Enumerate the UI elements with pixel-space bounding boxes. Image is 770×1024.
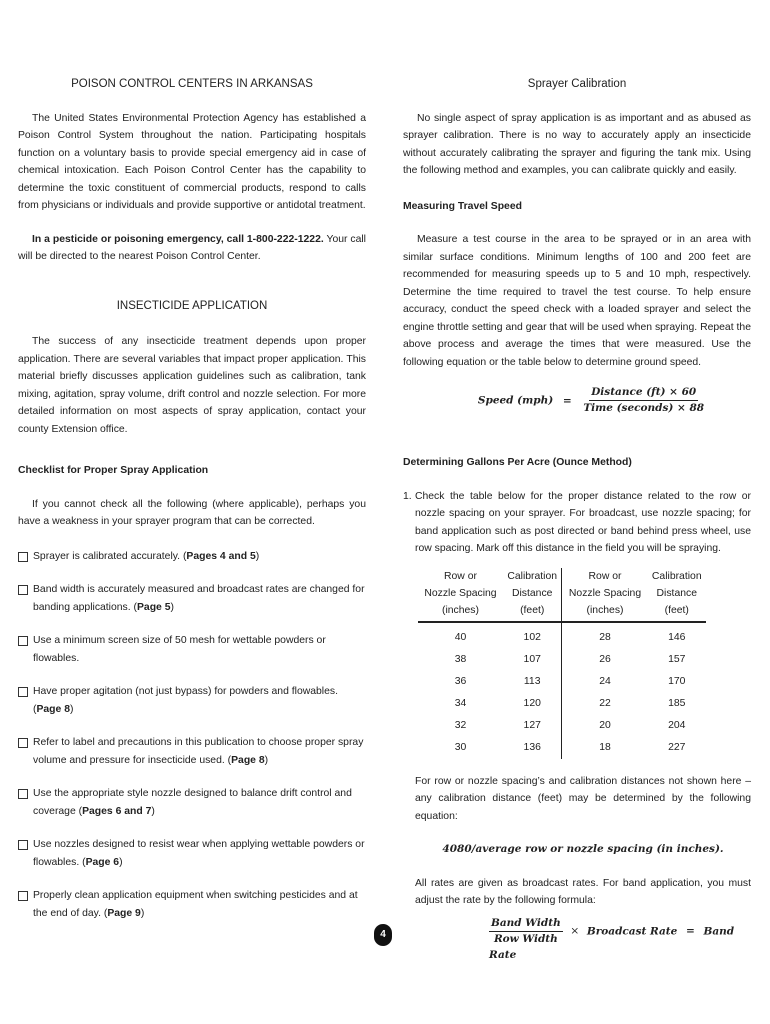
table-cell: 185 (668, 697, 686, 709)
table-cell: 107 (503, 649, 562, 671)
checklist-item-text: Refer to label and precautions in this publication to choose proper spray volume and pressure for insecticide used. ( (33, 737, 364, 766)
checklist-item-text: Properly clean application equipment when switching pesticides and at the end of day. ( (33, 890, 358, 919)
checklist-page-ref: Pages 6 and 7 (82, 805, 152, 817)
checklist-page-ref: Page 8 (231, 754, 265, 766)
travel-speed-paragraph: Measure a test course in the area to be sprayed or in an area with similar surface conditions. Minimum lengths of 100 and 200 feet are recommended for measuring speeds up to 5 and 10 mph, respectively. Determine the time required to travel the test course. To help ensure accuracy, conduct the speed check with a loaded sprayer and select the engine throttle setting and gear that will be used when spraying. Repeat the above process and average the times that were measured. Use the following equation or the table below to determine ground speed. (403, 234, 751, 368)
table-cell: 102 (503, 622, 562, 649)
band-rate-formula (403, 916, 751, 965)
sprayer-calibration-paragraph: No single aspect of spray application is as important and as abused as sprayer calibration. There is no way to accurately apply an insecticide without accurately calibrating the sprayer and figuring the tank mix. Using the following method and examples, you can calibrate quickly and easily. (403, 112, 751, 176)
checklist-item-end: ) (151, 805, 155, 817)
table-cell: 30 (454, 741, 467, 753)
table-cell: 157 (668, 653, 686, 665)
checkbox[interactable] (18, 585, 28, 595)
table-cell: 20 (599, 719, 611, 731)
after-table-paragraph: For row or nozzle spacing’s and calibration distances not shown here – any calibration distance (feet) may be determined by the following equation: (415, 775, 751, 822)
checklist-item-text: Use the appropriate style nozzle designed to balance drift control and coverage ( (33, 788, 352, 817)
checklist-heading: Checklist for Proper Spray Application (18, 465, 209, 476)
header-row-spacing-1 (418, 568, 503, 622)
checklist-item (18, 581, 366, 616)
table-cell: 127 (503, 715, 562, 737)
header-cal-distance-2 (648, 568, 706, 622)
checklist-item (18, 734, 366, 769)
header-line: Row or (588, 570, 622, 582)
checklist-item-end: ) (255, 550, 260, 562)
table-cell: 227 (668, 741, 686, 753)
checklist-item-end: ) (69, 703, 74, 715)
page-number-badge: 4 (374, 924, 392, 946)
checklist-item (18, 548, 366, 566)
table-cell: 26 (599, 653, 611, 665)
insecticide-heading: INSECTICIDE APPLICATION (116, 299, 268, 312)
header-line: Nozzle Spacing (424, 587, 497, 599)
speed-formula-denominator: Time (seconds) × 88 (583, 402, 705, 414)
table-cell: 204 (668, 719, 686, 731)
table-cell: 146 (668, 631, 686, 643)
checklist (18, 548, 366, 923)
checkbox[interactable] (18, 636, 28, 646)
checklist-item-text: Have proper agitation (not just bypass) for powders and flowables. ( (33, 686, 338, 715)
checklist-item-end: ) (140, 907, 145, 919)
speed-formula (403, 385, 751, 416)
band-rate-fraction (489, 916, 563, 947)
header-line: (feet) (664, 604, 689, 616)
step-1-text: Check the table below for the proper distance related to the row or nozzle spacing on your sprayer. For broadcast, use nozzle spacing; for band application such as post directed or band behind press wheel, use row spacing. Mark off this distance in the field you will be spraying. (415, 490, 751, 554)
table-cell: 18 (599, 741, 611, 753)
checklist-intro: If you cannot check all the following (where applicable), perhaps you have a weakness in your sprayer program that can be corrected. (18, 498, 366, 527)
table-cell: 28 (599, 631, 611, 643)
checklist-item-text: Use a minimum screen size of 50 mesh for wettable powders or flowables. (33, 635, 326, 664)
header-line: (feet) (520, 604, 545, 616)
band-formula-equals: = (686, 925, 695, 937)
table-cell: 36 (454, 675, 467, 687)
row-width-label: Row Width (493, 932, 558, 945)
speed-formula-equals: = (562, 394, 572, 407)
table-cell: 38 (454, 653, 467, 665)
table-cell: 136 (503, 737, 562, 759)
travel-speed-heading: Measuring Travel Speed (403, 200, 522, 212)
sprayer-calibration-heading: Sprayer Calibration (527, 78, 627, 90)
checklist-item (18, 785, 366, 820)
header-line: (inches) (441, 604, 479, 616)
speed-formula-numerator: Distance (ft) × 60 (589, 385, 698, 401)
checklist-item-text: Use nozzles designed to resist wear when applying wettable powders or flowables. ( (33, 839, 365, 868)
checklist-item (18, 887, 366, 922)
gallons-per-acre-heading: Determining Gallons Per Acre (Ounce Method) (403, 457, 632, 468)
checkbox[interactable] (18, 738, 28, 748)
header-cal-distance-1 (503, 568, 562, 622)
times-sign: × (570, 925, 580, 937)
broadcast-rate-label: Broadcast Rate (586, 925, 678, 937)
checklist-item-end: ) (264, 754, 269, 766)
header-line: Calibration (507, 570, 558, 582)
header-line: Row or (444, 570, 477, 582)
table-cell: 113 (503, 671, 562, 693)
table-cell: 170 (668, 675, 686, 687)
calibration-table (418, 568, 706, 759)
table-cell: 120 (503, 693, 562, 715)
emergency-rest-text: Your call will be directed to the nearest Poison Control Center. (18, 233, 366, 262)
checklist-page-ref: Page 9 (107, 907, 141, 919)
table-row (418, 693, 706, 715)
table-row (418, 737, 706, 759)
table-row (418, 649, 706, 671)
distance-equation: 4080/average row or nozzle spacing (in inches). (442, 843, 724, 855)
step-1-number: 1. (403, 490, 412, 502)
header-line: (inches) (586, 604, 624, 616)
table-cell: 24 (599, 675, 611, 687)
checkbox[interactable] (18, 891, 28, 901)
checklist-page-ref: Pages 4 and 5 (186, 550, 256, 562)
insecticide-paragraph: The success of any insecticide treatment depends upon proper application. There are several variables that impact proper application. This material briefly discusses application guidelines such as calibration, tank mixing, agitation, spray volume, drift control and nozzle selection. For more detailed information on most aspects of spray application, contact your county Extension office. (18, 336, 366, 435)
header-line: Distance (512, 587, 553, 599)
checkbox[interactable] (18, 840, 28, 850)
table-row (418, 671, 706, 693)
band-width-label: Band Width (489, 916, 563, 932)
checklist-item (18, 836, 366, 871)
poison-control-paragraph: The United States Environmental Protection Agency has established a Poison Control System throughout the nation. Participating hospitals function on a voluntary basis to provide special emergency aid in case of chemical intoxication. Each Poison Control Center has the capability to determine the toxic constituent of commercial products, respond to calls from physicians or individuals and provide supportive or antidotal treatment. (18, 112, 366, 211)
checkbox[interactable] (18, 552, 28, 562)
checkbox[interactable] (18, 789, 28, 799)
checklist-page-ref: Page 5 (136, 601, 171, 613)
table-cell: 22 (599, 697, 611, 709)
checklist-item-end: ) (119, 856, 123, 868)
speed-formula-lhs: Speed (mph) (477, 394, 554, 407)
left-column (18, 70, 366, 922)
header-line: Nozzle Spacing (568, 587, 642, 599)
band-rate-label: Band Rate (489, 925, 735, 961)
checklist-item-text: Sprayer is calibrated accurately. ( (33, 550, 187, 562)
table-row (418, 715, 706, 737)
checklist-item (18, 683, 366, 718)
table-cell: 40 (454, 631, 467, 643)
header-line: Distance (656, 587, 697, 599)
right-column (403, 70, 751, 964)
checklist-item-text: Band width is accurately measured and broadcast rates are changed for banding applications. ( (33, 584, 365, 613)
table-cell: 34 (454, 697, 467, 709)
checkbox[interactable] (18, 687, 28, 697)
calibration-table-header-row (418, 568, 706, 622)
poison-control-heading: POISON CONTROL CENTERS IN ARKANSAS (71, 78, 313, 90)
checklist-item (18, 632, 366, 667)
checklist-page-ref: Page 6 (85, 856, 120, 868)
header-line: Calibration (651, 570, 702, 582)
emergency-phone-text: In a pesticide or poisoning emergency, call 1-800-222-1222. (32, 233, 324, 245)
checklist-page-ref: Page 8 (36, 703, 70, 715)
emergency-paragraph (18, 231, 366, 266)
step-1 (403, 488, 751, 558)
header-row-spacing-2 (562, 568, 648, 622)
table-row (418, 622, 706, 649)
checklist-item-end: ) (170, 601, 174, 613)
table-cell: 32 (454, 719, 467, 731)
speed-formula-fraction (581, 385, 706, 416)
band-rate-paragraph: All rates are given as broadcast rates. For band application, you must adjust the rate by the following formula: (415, 877, 751, 906)
